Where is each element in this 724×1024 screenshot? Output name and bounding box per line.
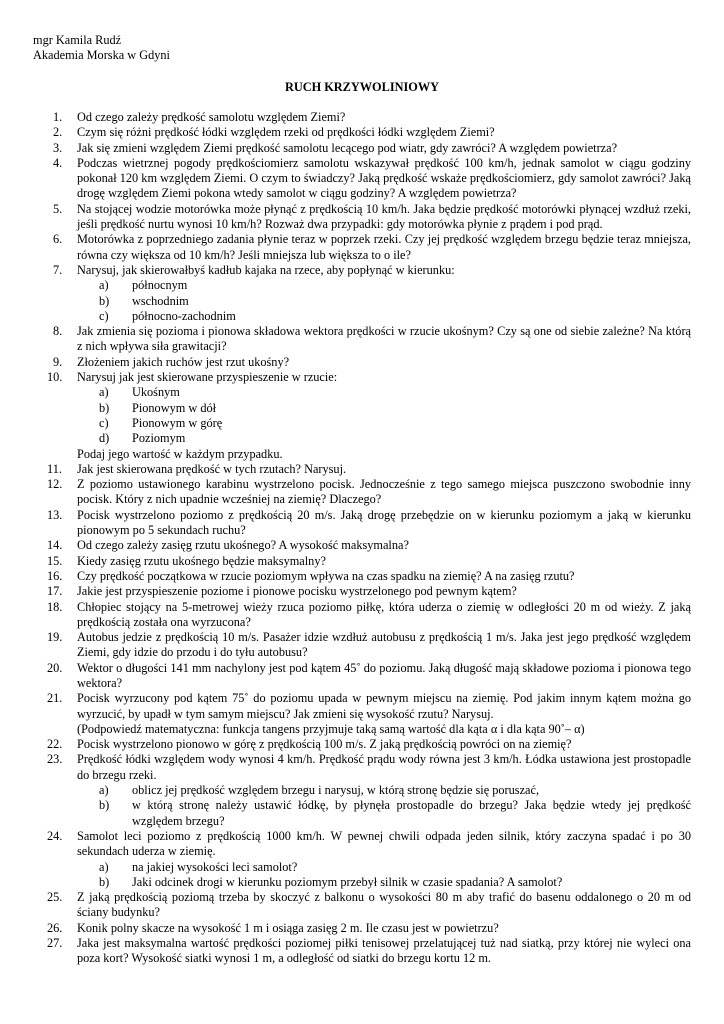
question-number: 15.	[47, 553, 63, 568]
question	[33, 355, 691, 370]
question-number: 26.	[47, 920, 63, 935]
question-number: 21.	[47, 691, 63, 706]
sub-question-label: a)	[99, 278, 109, 293]
question-text: Prędkość łódki względem wody wynosi 4 km/h. Prędkość prądu wody równa jest 3 km/h. Łódka ustawiona jest prostopadle do brzegu rzeki.	[77, 752, 691, 782]
sub-question-text: w którą stronę należy ustawić łódkę, by płynęła prostopadle do brzegu? Jaka będzie wtedy jej prędkość względem brzegu?	[132, 798, 691, 828]
question	[33, 554, 691, 569]
question	[33, 538, 691, 553]
question	[33, 202, 691, 233]
question-number: 18.	[47, 599, 63, 614]
question	[33, 324, 691, 355]
question-text: Narysuj jak jest skierowane przyspieszenie w rzucie:	[77, 370, 338, 385]
question	[33, 661, 691, 692]
institution: Akademia Morska w Gdyni	[33, 48, 170, 63]
sub-question-label: b)	[99, 400, 110, 415]
question	[33, 752, 691, 783]
question-text: Wektor o długości 141 mm nachylony jest pod kątem 45˚ do poziomu. Jaką długość mają składowe pozioma i pionowa tego wektora?	[77, 660, 691, 690]
question	[33, 890, 691, 921]
question	[33, 584, 691, 599]
question-item	[33, 584, 691, 599]
question-number: 5.	[53, 201, 63, 216]
question-text: Autobus jedzie z prędkością 10 m/s. Pasażer idzie wzdłuż autobusu z prędkością 1 m/s. Jaka jest jego prędkość względem Ziemi, gdy idzie do przodu i do tyłu autobusu?	[77, 630, 691, 660]
question	[33, 936, 691, 967]
question	[33, 370, 691, 385]
sub-question	[77, 783, 691, 798]
question-item	[33, 232, 691, 263]
question-item	[33, 110, 691, 125]
question-text: Pocisk wyrzucony pod kątem 75˚ do poziomu upada w pewnym miejscu na ziemię. Pod jakim innym kątem można go wyrzucić, by upadł w tym samym miejscu? Jak zmieni się wysokość rzutu? Narysuj.	[77, 691, 691, 721]
question-text: Złożeniem jakich ruchów jest rzut ukośny?	[77, 354, 290, 369]
question-list	[33, 110, 691, 967]
sub-question-text: wschodnim	[132, 293, 189, 308]
question-number: 4.	[53, 155, 63, 170]
sub-question	[77, 860, 691, 875]
sub-question-text: Pionowym w górę	[132, 415, 223, 430]
question	[33, 569, 691, 584]
question-text: Konik polny skacze na wysokość 1 m i osiąga zasięg 2 m. Ile czasu jest w powietrzu?	[77, 920, 499, 935]
question	[33, 263, 691, 278]
sub-question-label: a)	[99, 385, 109, 400]
question	[33, 125, 691, 140]
question	[33, 737, 691, 752]
sub-question-label: c)	[99, 308, 109, 323]
question-text: Podczas wietrznej pogody prędkościomierz samolotu wskazywał prędkość 100 km/h, jednak samolot w ciągu godziny pokonał 120 km względem Ziemi. O czym to świadczy? Jaką prędkość wskaże prędkościomierz, gdy samolot zawróci? Jaką drogę względem Ziemi pokona wtedy samolot w ciągu godziny? A względem powietrza?	[77, 155, 691, 201]
question-number: 8.	[53, 324, 63, 339]
sub-question	[77, 309, 691, 324]
sub-question-text: północnym	[132, 278, 188, 293]
question-text: Narysuj, jak skierowałbyś kadłub kajaka na rzece, aby popłynąć w kierunku:	[77, 262, 455, 277]
question-text: Pocisk wystrzelono pionowo w górę z prędkością 100 m/s. Z jaką prędkością powróci on na ziemię?	[77, 737, 572, 752]
sub-question-label: a)	[99, 859, 109, 874]
question-item	[33, 324, 691, 355]
question-item	[33, 630, 691, 661]
question-text: Motorówka z poprzedniego zadania płynie teraz w poprzek rzeki. Czy jej prędkość względem brzegu będzie teraz mniejsza, równa czy większa od 10 km/h? Jeśli mniejsza lub większa to o ile?	[77, 232, 691, 262]
question-text: Chłopiec stojący na 5-metrowej wieży rzuca poziomo piłkę, która uderza o ziemię w odległości 20 m od wieży. Z jaką prędkością została ona wyrzucona?	[77, 599, 691, 629]
question	[33, 110, 691, 125]
question-number: 12.	[47, 477, 63, 492]
page-title: RUCH KRZYWOLINIOWY	[284, 80, 440, 94]
sub-question-label: a)	[99, 783, 109, 798]
sub-question-label: b)	[99, 874, 110, 889]
question-number: 10.	[47, 370, 63, 385]
question	[33, 630, 691, 661]
question-item	[33, 202, 691, 233]
question-number: 25.	[47, 890, 63, 905]
question	[33, 141, 691, 156]
question-text: Czym się różni prędkość łódki względem rzeki od prędkości łódki względem Ziemi?	[77, 125, 495, 140]
question-item	[33, 752, 691, 828]
question-note: (Podpowiedź matematyczna: funkcja tangens przyjmuje taką samą wartość dla kąta α i dla kąta 90˚– α)	[77, 721, 585, 736]
question-item	[33, 661, 691, 692]
question-item	[33, 156, 691, 202]
sub-question	[77, 798, 691, 829]
question-text: Czy prędkość początkowa w rzucie poziomym wpływa na czas spadku na ziemię? A na zasięg rzutu?	[77, 568, 575, 583]
question-item	[33, 691, 691, 737]
author: mgr Kamila Rudź	[33, 33, 122, 47]
question-item	[33, 890, 691, 921]
question-number: 23.	[47, 752, 63, 767]
question-number: 27.	[47, 936, 63, 951]
question-number: 13.	[47, 507, 63, 522]
sub-question	[77, 416, 691, 431]
question-item	[33, 569, 691, 584]
question-text: Kiedy zasięg rzutu ukośnego będzie maksymalny?	[77, 553, 326, 568]
sub-question-text: Poziomym	[132, 431, 186, 446]
question-number: 19.	[47, 630, 63, 645]
question-number: 16.	[47, 568, 63, 583]
question-number: 2.	[53, 125, 63, 140]
question-number: 14.	[47, 538, 63, 553]
question-item	[33, 508, 691, 539]
question-text: Pocisk wystrzelono poziomo z prędkością 20 m/s. Jaką drogę przebędzie on w kierunku poziomym a jaką w kierunku pionowym po 5 sekundach ruchu?	[77, 507, 691, 538]
question	[33, 156, 691, 202]
question-text: Jak się zmieni względem Ziemi prędkość samolotu lecącego pod wiatr, gdy zawróci? A względem powietrza?	[77, 140, 618, 155]
question-item	[33, 600, 691, 631]
question-text: Od czego zależy prędkość samolotu względem Ziemi?	[77, 110, 346, 124]
question-number: 9.	[53, 354, 63, 369]
question-item	[33, 141, 691, 156]
sub-question-text: oblicz jej prędkość względem brzegu i narysuj, w którą stronę będzie się poruszać,	[132, 783, 540, 798]
sub-question	[77, 278, 691, 293]
question-item	[33, 462, 691, 477]
question-text: Z jaką prędkością poziomą trzeba by skoczyć z balkonu o wysokości 80 m aby trafić do basenu oddalonego o 20 m od ściany budynku?	[77, 890, 691, 920]
question-number: 24.	[47, 828, 63, 843]
question	[33, 462, 691, 477]
question-number: 22.	[47, 737, 63, 752]
question-text: Samolot leci poziomo z prędkością 1000 km/h. W pewnej chwili odpada jeden silnik, który zaczyna spadać i po 30 sekundach uderza w ziemię.	[77, 828, 691, 859]
question-text: Jaka jest maksymalna wartość prędkości poziomej piłki tenisowej przelatującej tuż nad siatką, przy której nie wyleci ona poza kort? Wysokość siatki wynosi 1 m, a odległość od siatki do brzegu kortu 12 m.	[77, 936, 691, 966]
sub-question-text: na jakiej wysokości leci samolot?	[132, 859, 298, 874]
question-text: Z poziomo ustawionego karabinu wystrzelono pocisk. Jednocześnie z tego samego miejsca puszczono swobodnie inny pocisk. Który z nich upadnie wcześniej na ziemię? Dlaczego?	[77, 477, 691, 507]
question-number: 17.	[47, 584, 63, 599]
question-text: Jakie jest przyspieszenie poziome i pionowe pocisku wystrzelonego pod pewnym kątem?	[77, 584, 517, 599]
question-number: 1.	[53, 110, 63, 124]
sub-question	[77, 401, 691, 416]
question	[33, 600, 691, 631]
question-item	[33, 936, 691, 967]
question-note: Podaj jego wartość w każdym przypadku.	[77, 446, 283, 461]
question-number: 20.	[47, 660, 63, 675]
question-text: Na stojącej wodzie motorówka może płynąć z prędkością 10 km/h. Jaka będzie prędkość motorówki płynącej wzdłuż rzeki, jeśli prędkość nurtu wynosi 10 km/h? Rozważ dwa przypadki: gdy motorówka płynie z prądem i pod prąd.	[77, 201, 691, 232]
question-item	[33, 125, 691, 140]
sub-question-text: Ukośnym	[132, 385, 180, 400]
question-number: 6.	[53, 232, 63, 247]
question-item	[33, 554, 691, 569]
question-item	[33, 829, 691, 890]
question	[33, 508, 691, 539]
question	[33, 232, 691, 263]
sub-question	[77, 431, 691, 446]
question-item	[33, 737, 691, 752]
question	[33, 477, 691, 508]
header	[33, 33, 170, 64]
sub-question	[77, 385, 691, 400]
question-item	[33, 263, 691, 324]
question-text: Od czego zależy zasięg rzutu ukośnego? A wysokość maksymalna?	[77, 538, 409, 553]
sub-question	[77, 875, 691, 890]
question-item	[33, 538, 691, 553]
sub-question-label: b)	[99, 798, 110, 813]
sub-question-label: c)	[99, 415, 109, 430]
question-text: Jak zmienia się pozioma i pionowa składowa wektora prędkości w rzucie ukośnym? Czy są one od siebie zależne? Na którą z nich wpływa siła grawitacji?	[77, 324, 691, 354]
question-item	[33, 370, 691, 462]
sub-question-label: d)	[99, 431, 110, 446]
question-number: 11.	[47, 461, 62, 476]
question-item	[33, 355, 691, 370]
question-number: 7.	[53, 262, 63, 277]
question-number: 3.	[53, 140, 63, 155]
question-text: Jak jest skierowana prędkość w tych rzutach? Narysuj.	[77, 461, 347, 476]
sub-question-text: Jaki odcinek drogi w kierunku poziomym przebył silnik w czasie spadania? A samolot?	[132, 874, 563, 889]
sub-question-label: b)	[99, 293, 110, 308]
question	[33, 691, 691, 722]
question	[33, 921, 691, 936]
sub-question-text: Pionowym w dół	[132, 400, 217, 415]
sub-question-text: północno-zachodnim	[132, 308, 236, 323]
question-item	[33, 477, 691, 508]
sub-question	[77, 294, 691, 309]
question	[33, 829, 691, 860]
question-item	[33, 921, 691, 936]
